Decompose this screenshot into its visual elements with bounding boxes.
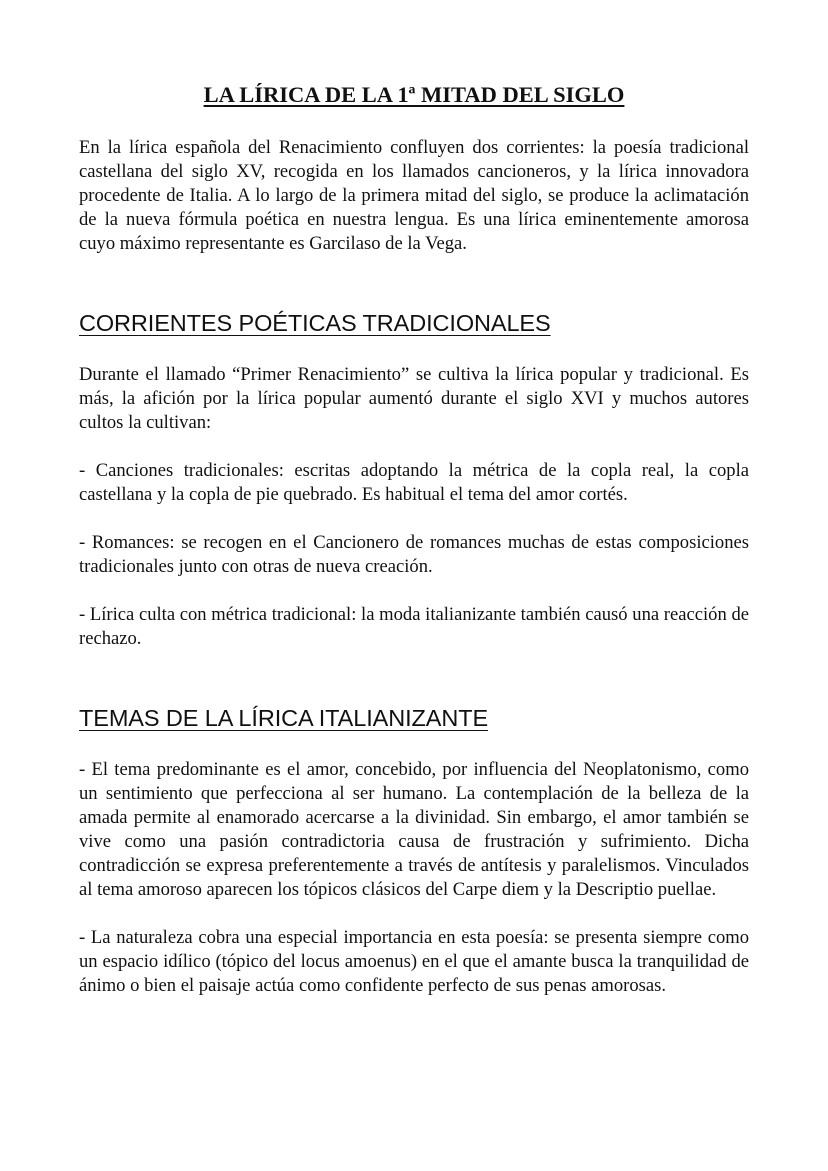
section-heading-temas: TEMAS DE LA LÍRICA ITALIANIZANTE bbox=[79, 705, 489, 731]
paragraph: - Canciones tradicionales: escritas adoptando la métrica de la copla real, la copla castellana y la copla de pie quebrado. Es habitual el tema del amor cortés. bbox=[79, 460, 749, 505]
paragraph: Durante el llamado “Primer Renacimiento” se cultiva la lírica popular y tradicional. Es más, la afición por la lírica popular aumentó durante el siglo XVI y muchos autores cultos la cultivan: bbox=[79, 364, 749, 433]
intro-paragraph: En la lírica española del Renacimiento confluyen dos corrientes: la poesía tradicional castellana del siglo XV, recogida en los llamados cancioneros, y la lírica innovadora procedente de Italia. A lo largo de la primera mitad del siglo, se produce la aclimatación de la nueva fórmula poética en nuestra lengua. Es una lírica eminentemente amorosa cuyo máximo representante es Garcilaso de la Vega. bbox=[79, 137, 749, 254]
document-title: LA LÍRICA DE LA 1ª MITAD DEL SIGLO bbox=[203, 82, 625, 107]
paragraph: - El tema predominante es el amor, concebido, por influencia del Neoplatonismo, como un sentimiento que perfecciona al ser humano. La contemplación de la belleza de la amada permite al enamorado acercarse a la divinidad. Sin embargo, el amor también se vive como una pasión contradictoria causa de frustración y sufrimiento. Dicha contradicción se expresa preferentemente a través de antítesis y paralelismos. Vinculados al tema amoroso aparecen los tópicos clásicos del Carpe diem y la Descriptio puellae. bbox=[79, 759, 749, 900]
paragraph: - Romances: se recogen en el Cancionero de romances muchas de estas composiciones tradicionales junto con otras de nueva creación. bbox=[79, 532, 749, 577]
section-heading-corrientes: CORRIENTES POÉTICAS TRADICIONALES bbox=[79, 310, 551, 336]
paragraph: - La naturaleza cobra una especial importancia en esta poesía: se presenta siempre como un espacio idílico (tópico del locus amoenus) en el que el amante busca la tranquilidad de ánimo o bien el paisaje actúa como confidente perfecto de sus penas amorosas. bbox=[79, 927, 749, 996]
paragraph: - Lírica culta con métrica tradicional: la moda italianizante también causó una reacción de rechazo. bbox=[79, 604, 749, 649]
document-page bbox=[79, 80, 749, 998]
